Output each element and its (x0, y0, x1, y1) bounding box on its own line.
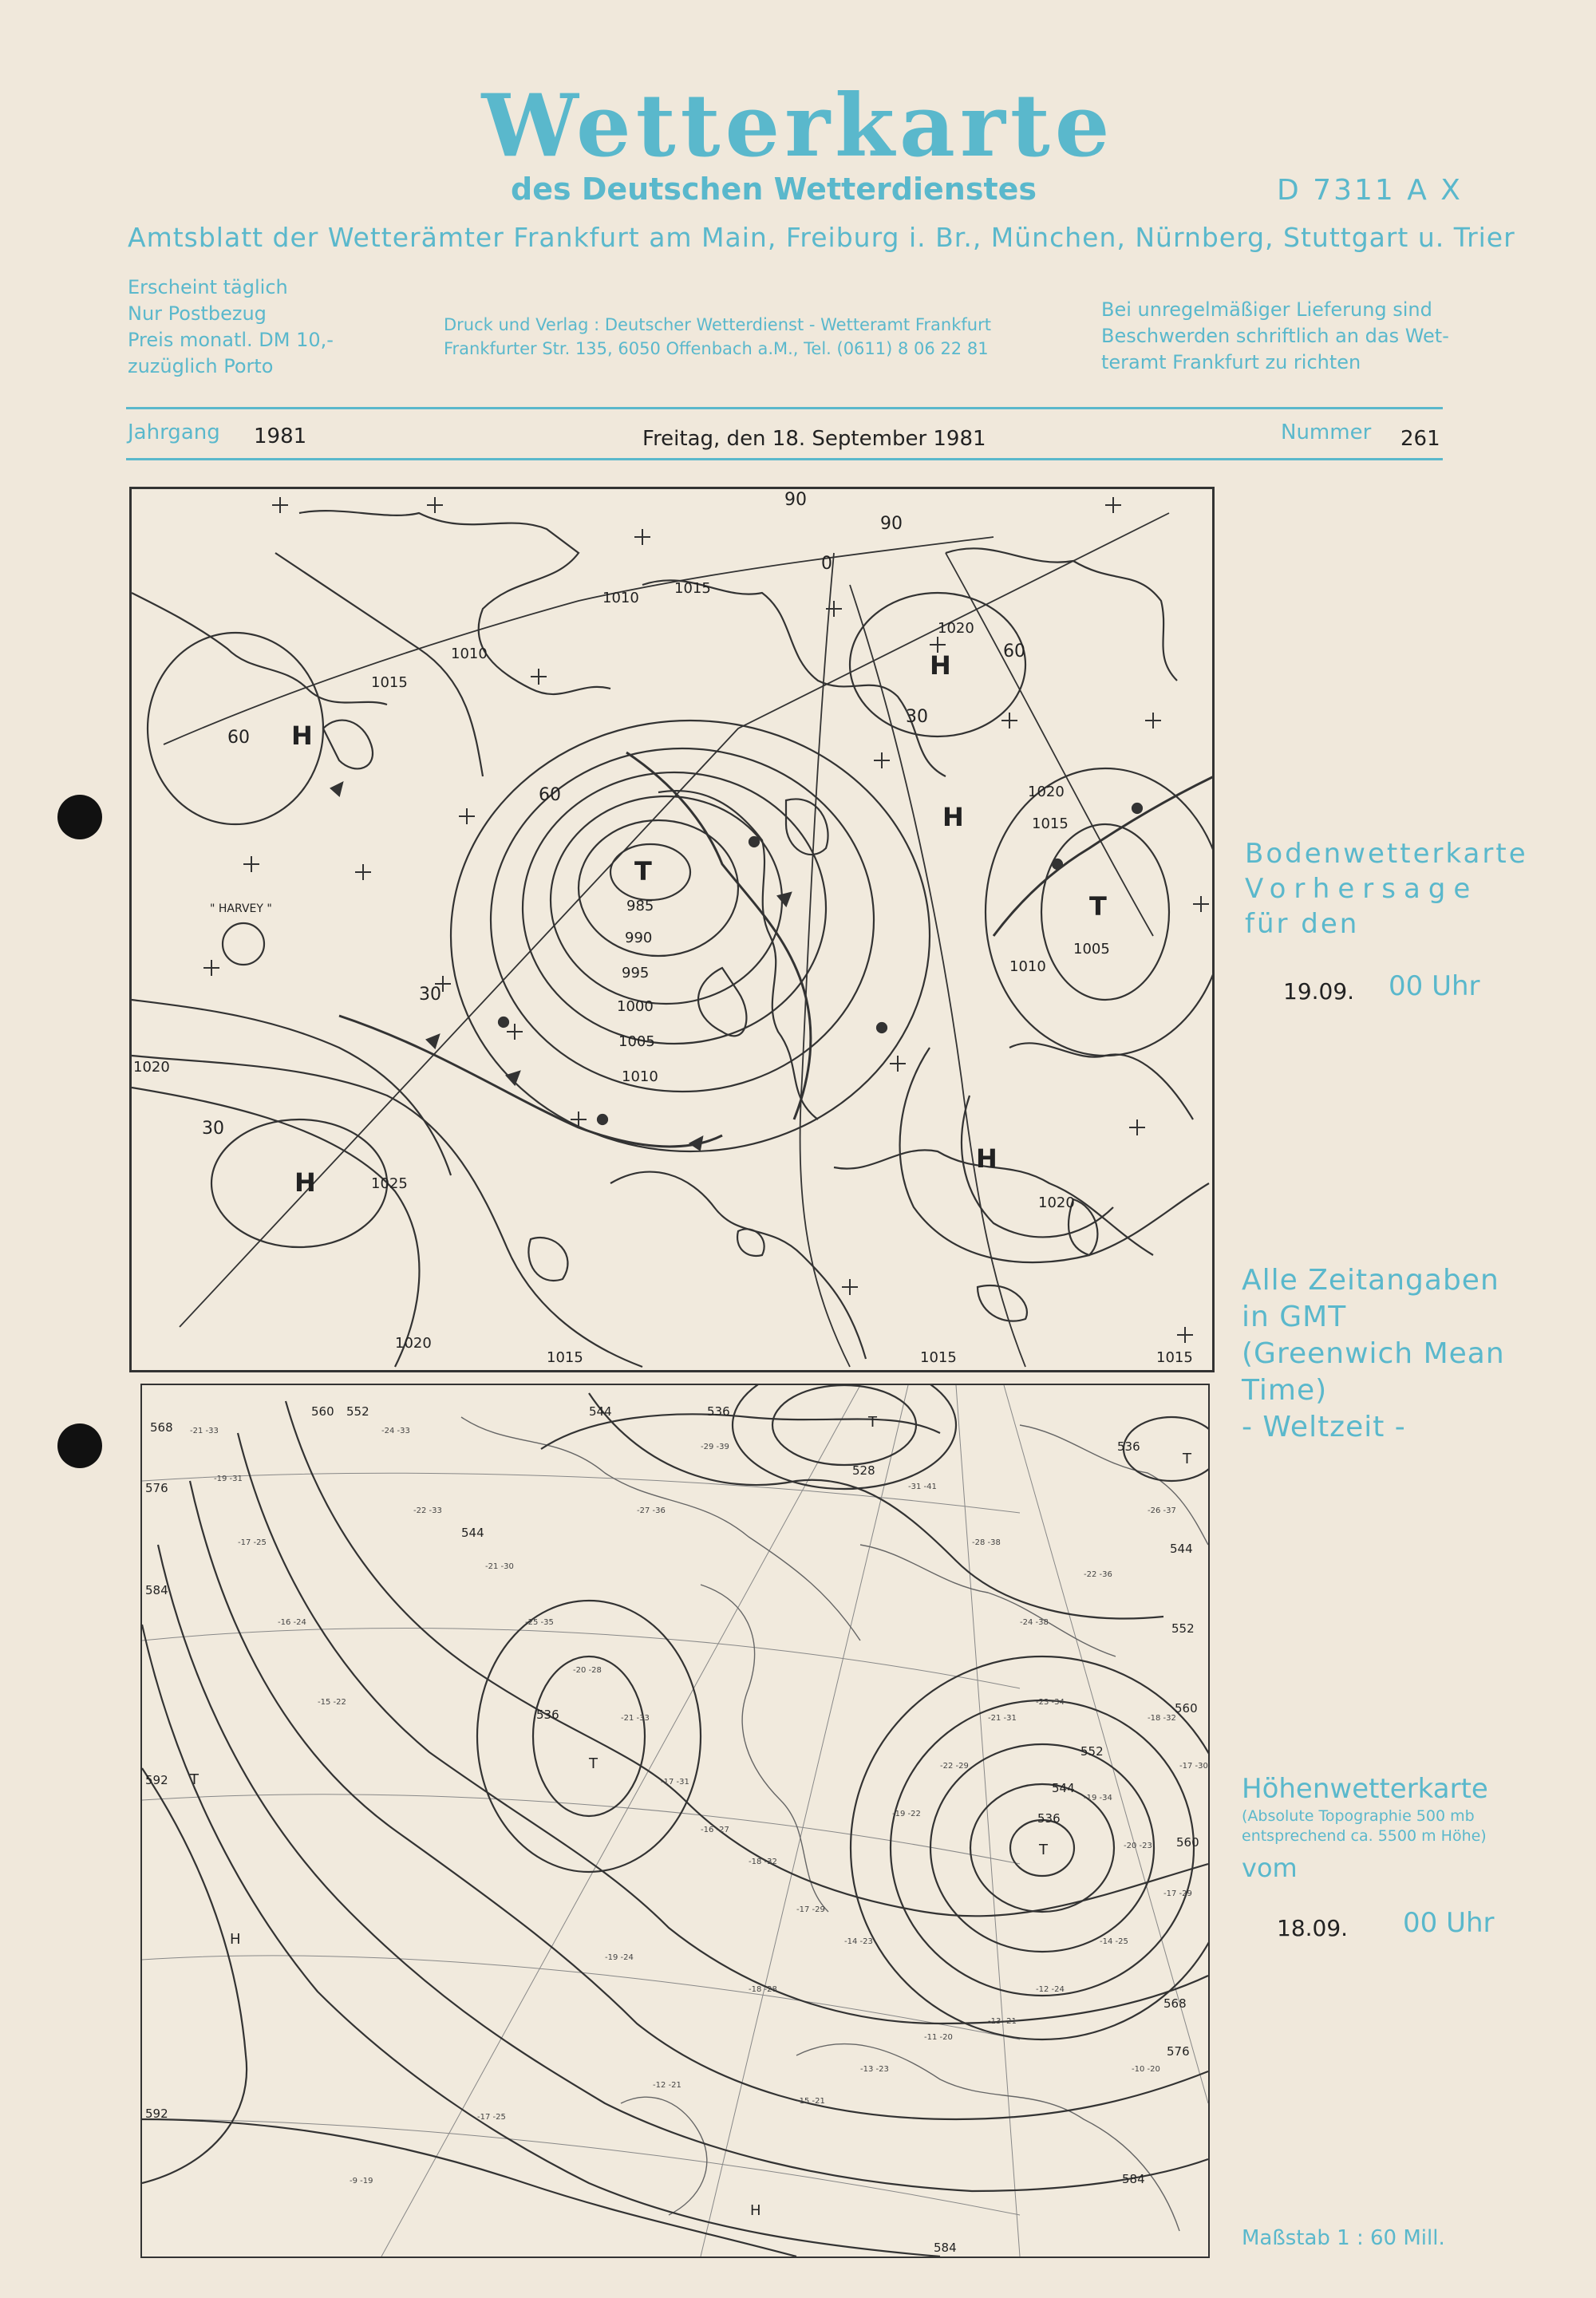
height-label: 560 (1176, 1835, 1199, 1850)
svg-text:-17 -29: -17 -29 (1163, 1889, 1192, 1898)
masthead-title: Wetterkarte (481, 76, 1115, 176)
upper-map-drawing (142, 1385, 1208, 2257)
svg-text:-28 -38: -28 -38 (972, 1538, 1001, 1547)
latitude-label: 60 (227, 728, 250, 748)
complaints-line: Bei unregelmäßiger Lieferung sind (1101, 298, 1432, 321)
svg-text:-25 -35: -25 -35 (525, 1618, 554, 1627)
latitude-label: 30 (419, 985, 441, 1005)
svg-text:-15 -21: -15 -21 (796, 2097, 825, 2106)
height-label: 536 (1037, 1811, 1061, 1826)
height-contour (541, 1414, 940, 1449)
height-label: 568 (1163, 1996, 1187, 2011)
latitude-label: 30 (906, 707, 928, 727)
svg-text:-24 -33: -24 -33 (381, 1427, 410, 1435)
gmt-note-line: Alle Zeitangaben (1242, 1264, 1499, 1297)
svg-text:-17 -29: -17 -29 (796, 1905, 825, 1914)
amtsblatt-line: Amtsblatt der Wetterämter Frankfurt am Main, Freiburg i. Br., München, Nürnberg, Stuttgart u. Trier (128, 222, 1515, 253)
front (339, 1016, 722, 1147)
svg-text:-17 -31: -17 -31 (661, 1778, 689, 1787)
pressure-label: 990 (625, 930, 653, 946)
svg-text:-17 -25: -17 -25 (238, 1538, 267, 1547)
height-label: 584 (934, 2241, 957, 2255)
high-center-label: H (930, 650, 951, 681)
subscription-info (128, 274, 334, 380)
latitude-label: 90 (880, 514, 903, 534)
svg-text:-9 -19: -9 -19 (350, 2177, 373, 2185)
nummer-value: 261 (1400, 427, 1440, 451)
masthead-subtitle: des Deutschen Wetterdienstes (511, 172, 1037, 207)
surface-weather-map (129, 487, 1215, 1372)
svg-text:-13 -21: -13 -21 (988, 2017, 1017, 2026)
upper-map-note (1242, 1806, 1487, 1846)
upper-map-title: Höhenwetterkarte (1242, 1773, 1488, 1805)
height-label: 560 (1175, 1701, 1198, 1716)
map-scale: Maßstab 1 : 60 Mill. (1242, 2226, 1445, 2250)
svg-text:-21 -31: -21 -31 (988, 1714, 1017, 1723)
surface-map-date: 19.09. (1283, 978, 1355, 1005)
front-symbol (507, 1072, 519, 1084)
svg-text:-31 -41: -31 -41 (908, 1483, 937, 1491)
height-label: 560 (311, 1404, 334, 1419)
surface-map-title-line: Vorhersage (1245, 873, 1479, 905)
pressure-label: 1025 (371, 1175, 408, 1192)
upper-map-note-line: (Absolute Topographie 500 mb (1242, 1807, 1475, 1825)
height-label: 552 (1171, 1621, 1195, 1636)
coastline (946, 548, 1177, 681)
pressure-center-group (243, 650, 1107, 1198)
grid-line (164, 537, 994, 744)
svg-text:-14 -23: -14 -23 (844, 1937, 873, 1946)
svg-text:-21 -33: -21 -33 (621, 1714, 650, 1723)
gmt-note-line: - Weltzeit - (1242, 1411, 1406, 1443)
punch-hole-top (57, 795, 102, 839)
surface-map-time: 00 Uhr (1389, 970, 1480, 1002)
grid-line (800, 553, 851, 1367)
pressure-label: 1015 (1032, 815, 1069, 832)
grid-line (180, 513, 1169, 1327)
publisher-line: Frankfurter Str. 135, 6050 Offenbach a.M., Tel. (0611) 8 06 22 81 (444, 339, 989, 358)
complaints-line: Beschwerden schriftlich an das Wet- (1101, 325, 1449, 347)
coastline (610, 1172, 866, 1359)
latitude-label: 30 (202, 1119, 224, 1139)
height-label-group (145, 1404, 1199, 2255)
front-symbol (749, 837, 759, 847)
coastline (1009, 1043, 1193, 1119)
subscription-line: zuzüglich Porto (128, 355, 274, 377)
svg-text:-19 -31: -19 -31 (214, 1475, 243, 1483)
jahrgang-label: Jahrgang (128, 421, 220, 444)
front-symbol (778, 893, 791, 906)
pressure-label: 1020 (1028, 784, 1065, 800)
grid-line (946, 553, 1153, 936)
front-symbol (1053, 859, 1062, 869)
svg-text:-19 -34: -19 -34 (1084, 1794, 1112, 1802)
svg-text:-29 -39: -29 -39 (701, 1443, 729, 1451)
low-center-label: T (634, 856, 652, 886)
complaints-line: teramt Frankfurt zu richten (1101, 351, 1361, 373)
pressure-label: 1015 (547, 1349, 583, 1366)
svg-text:-16 -24: -16 -24 (278, 1618, 306, 1627)
upper-map-date: 18.09. (1277, 1915, 1349, 1941)
upper-map-time: 00 Uhr (1403, 1907, 1495, 1939)
pressure-label: 1020 (1038, 1194, 1075, 1211)
low-center-label: T (1039, 1842, 1048, 1858)
svg-text:-17 -30: -17 -30 (1179, 1762, 1208, 1771)
height-label: 584 (145, 1583, 168, 1597)
svg-text:-11 -20: -11 -20 (924, 2033, 953, 2042)
svg-text:-18 -32: -18 -32 (1148, 1714, 1176, 1723)
coastline (698, 968, 746, 1036)
upper-map-note-line: entsprechend ca. 5500 m Höhe) (1242, 1827, 1487, 1845)
height-label: 536 (1117, 1439, 1140, 1454)
punch-hole-bottom (57, 1423, 102, 1468)
pressure-label: 1015 (371, 674, 408, 691)
front-symbol (598, 1115, 607, 1124)
issue-code: D 7311 A X (1277, 174, 1463, 207)
tropical-storm-ring (223, 923, 264, 965)
gmt-note-line: Time) (1242, 1374, 1328, 1407)
gmt-note-line: (Greenwich Mean (1242, 1337, 1505, 1370)
coastline (299, 511, 610, 694)
pressure-label: 1015 (674, 580, 711, 597)
coastline (528, 1238, 567, 1281)
coastline (786, 799, 828, 855)
svg-text:-22 -36: -22 -36 (1084, 1570, 1112, 1579)
svg-text:-23 -34: -23 -34 (1036, 1698, 1065, 1707)
surface-map-title-line: Bodenwetterkarte (1245, 838, 1528, 870)
surface-map-title (1245, 836, 1528, 942)
latitude-label: 0 (821, 554, 832, 574)
height-label: 544 (461, 1526, 484, 1540)
height-label: 544 (1170, 1542, 1193, 1556)
high-center-label: H (230, 1931, 241, 1948)
height-contour (190, 1481, 1208, 2119)
coastline (642, 580, 946, 776)
subscription-line: Preis monatl. DM 10,- (128, 329, 334, 351)
coastline (978, 1285, 1027, 1321)
pressure-label: 1020 (133, 1059, 170, 1076)
gmt-note (1242, 1262, 1505, 1446)
front-symbol (499, 1017, 508, 1027)
high-center-label: H (976, 1143, 998, 1174)
height-label: 536 (707, 1404, 730, 1419)
svg-text:-21 -30: -21 -30 (485, 1562, 514, 1571)
svg-text:-20 -23: -20 -23 (1124, 1842, 1152, 1850)
low-center-label: T (1183, 1451, 1191, 1467)
surface-map-title-line: für den (1245, 908, 1360, 940)
pressure-label: 1020 (938, 620, 974, 637)
svg-text:-27 -36: -27 -36 (637, 1506, 666, 1515)
latitude-label: 60 (1003, 642, 1025, 661)
height-label: 576 (1167, 2044, 1190, 2059)
storm-label: " HARVEY " (210, 902, 272, 915)
height-label: 544 (1052, 1781, 1075, 1795)
svg-text:-22 -33: -22 -33 (413, 1506, 442, 1515)
front-symbol (331, 783, 342, 796)
height-label: 576 (145, 1481, 168, 1495)
high-center-label: H (750, 2202, 761, 2219)
front-symbol (690, 1137, 702, 1150)
grid-markers (203, 497, 1209, 1343)
height-label: 584 (1122, 2172, 1145, 2186)
svg-text:-18 -28: -18 -28 (749, 1985, 777, 1994)
high-center-label: H (942, 802, 964, 832)
low-center-label: T (868, 1414, 877, 1431)
pressure-label: 1000 (617, 998, 654, 1015)
coastline (132, 593, 387, 705)
jahrgang-value: 1981 (254, 424, 307, 448)
header-rule-bottom (126, 458, 1443, 460)
svg-text:-19 -22: -19 -22 (892, 1810, 921, 1818)
pressure-label: 1020 (395, 1335, 432, 1352)
pressure-label: 1010 (451, 646, 488, 662)
pressure-label: 1005 (1073, 941, 1110, 958)
height-label: 552 (1080, 1744, 1104, 1759)
height-label: 592 (145, 2106, 168, 2121)
svg-text:-24 -38: -24 -38 (1020, 1618, 1049, 1627)
coastline (658, 791, 818, 1119)
high-center-label: H (291, 721, 313, 751)
height-label: 544 (589, 1404, 612, 1419)
subscription-line: Erscheint täglich (128, 276, 288, 298)
height-label: 568 (150, 1420, 173, 1435)
svg-text:-12 -21: -12 -21 (653, 2081, 681, 2090)
low-center-label: T (190, 1771, 199, 1788)
svg-text:-13 -23: -13 -23 (860, 2065, 889, 2074)
pressure-label: 1015 (920, 1349, 957, 1366)
station-plots (190, 1427, 1208, 2185)
height-label: 552 (346, 1404, 369, 1419)
height-contour (238, 1433, 1208, 2024)
front-symbol (427, 1035, 439, 1048)
svg-text:-15 -22: -15 -22 (318, 1698, 346, 1707)
complaints-info (1101, 297, 1449, 376)
svg-text:-14 -25: -14 -25 (1100, 1937, 1128, 1946)
high-center-label: H (294, 1167, 316, 1198)
publisher-info (444, 313, 991, 361)
low-center-label: T (589, 1755, 598, 1772)
svg-text:-20 -28: -20 -28 (573, 1666, 602, 1675)
height-label: 528 (852, 1463, 875, 1478)
latitude-label: 90 (784, 490, 807, 510)
svg-text:-10 -20: -10 -20 (1132, 2065, 1160, 2074)
height-contour (158, 1545, 1208, 2191)
svg-text:-18 -32: -18 -32 (749, 1858, 777, 1866)
header-rule-top (126, 407, 1443, 409)
isobar (451, 721, 930, 1151)
pressure-label: 985 (626, 898, 654, 914)
gmt-note-line: in GMT (1242, 1301, 1347, 1333)
pressure-label-group (133, 580, 1193, 1366)
publisher-line: Druck und Verlag : Deutscher Wetterdienst - Wetteramt Frankfurt (444, 315, 991, 334)
isobar (551, 796, 782, 1004)
pressure-label: 1005 (618, 1033, 655, 1050)
pressure-label: 1010 (622, 1068, 658, 1085)
svg-text:-19 -24: -19 -24 (605, 1953, 634, 1962)
svg-text:-12 -24: -12 -24 (1036, 1985, 1065, 1994)
svg-text:-21 -33: -21 -33 (190, 1427, 219, 1435)
svg-text:-22 -29: -22 -29 (940, 1762, 969, 1771)
pressure-label: 995 (622, 965, 650, 981)
isobar (579, 820, 738, 956)
low-center-label: T (1089, 891, 1107, 922)
svg-text:-16 -27: -16 -27 (701, 1826, 729, 1834)
upper-map-vom: vom (1242, 1853, 1298, 1883)
svg-text:-17 -25: -17 -25 (477, 2113, 506, 2122)
height-contour (142, 2119, 796, 2257)
pressure-label: 1010 (602, 590, 639, 606)
latitude-label: 60 (539, 785, 561, 805)
pressure-label: 1010 (1009, 958, 1046, 975)
grid-line (850, 585, 1025, 1367)
subscription-line: Nur Postbezug (128, 302, 267, 325)
height-label: 592 (145, 1773, 168, 1787)
nummer-label: Nummer (1281, 421, 1372, 444)
pressure-label: 1015 (1156, 1349, 1193, 1366)
upper-air-map (140, 1384, 1210, 2258)
height-contour (733, 1385, 956, 1489)
svg-text:-26 -37: -26 -37 (1148, 1506, 1176, 1515)
coastline (323, 721, 373, 769)
front-symbol (877, 1023, 887, 1033)
surface-map-drawing (132, 489, 1212, 1370)
isobar (132, 1088, 419, 1367)
height-contour (772, 1385, 916, 1465)
front-symbol (1132, 804, 1142, 813)
issue-date: Freitag, den 18. September 1981 (642, 427, 986, 451)
height-label: 536 (536, 1708, 559, 1722)
